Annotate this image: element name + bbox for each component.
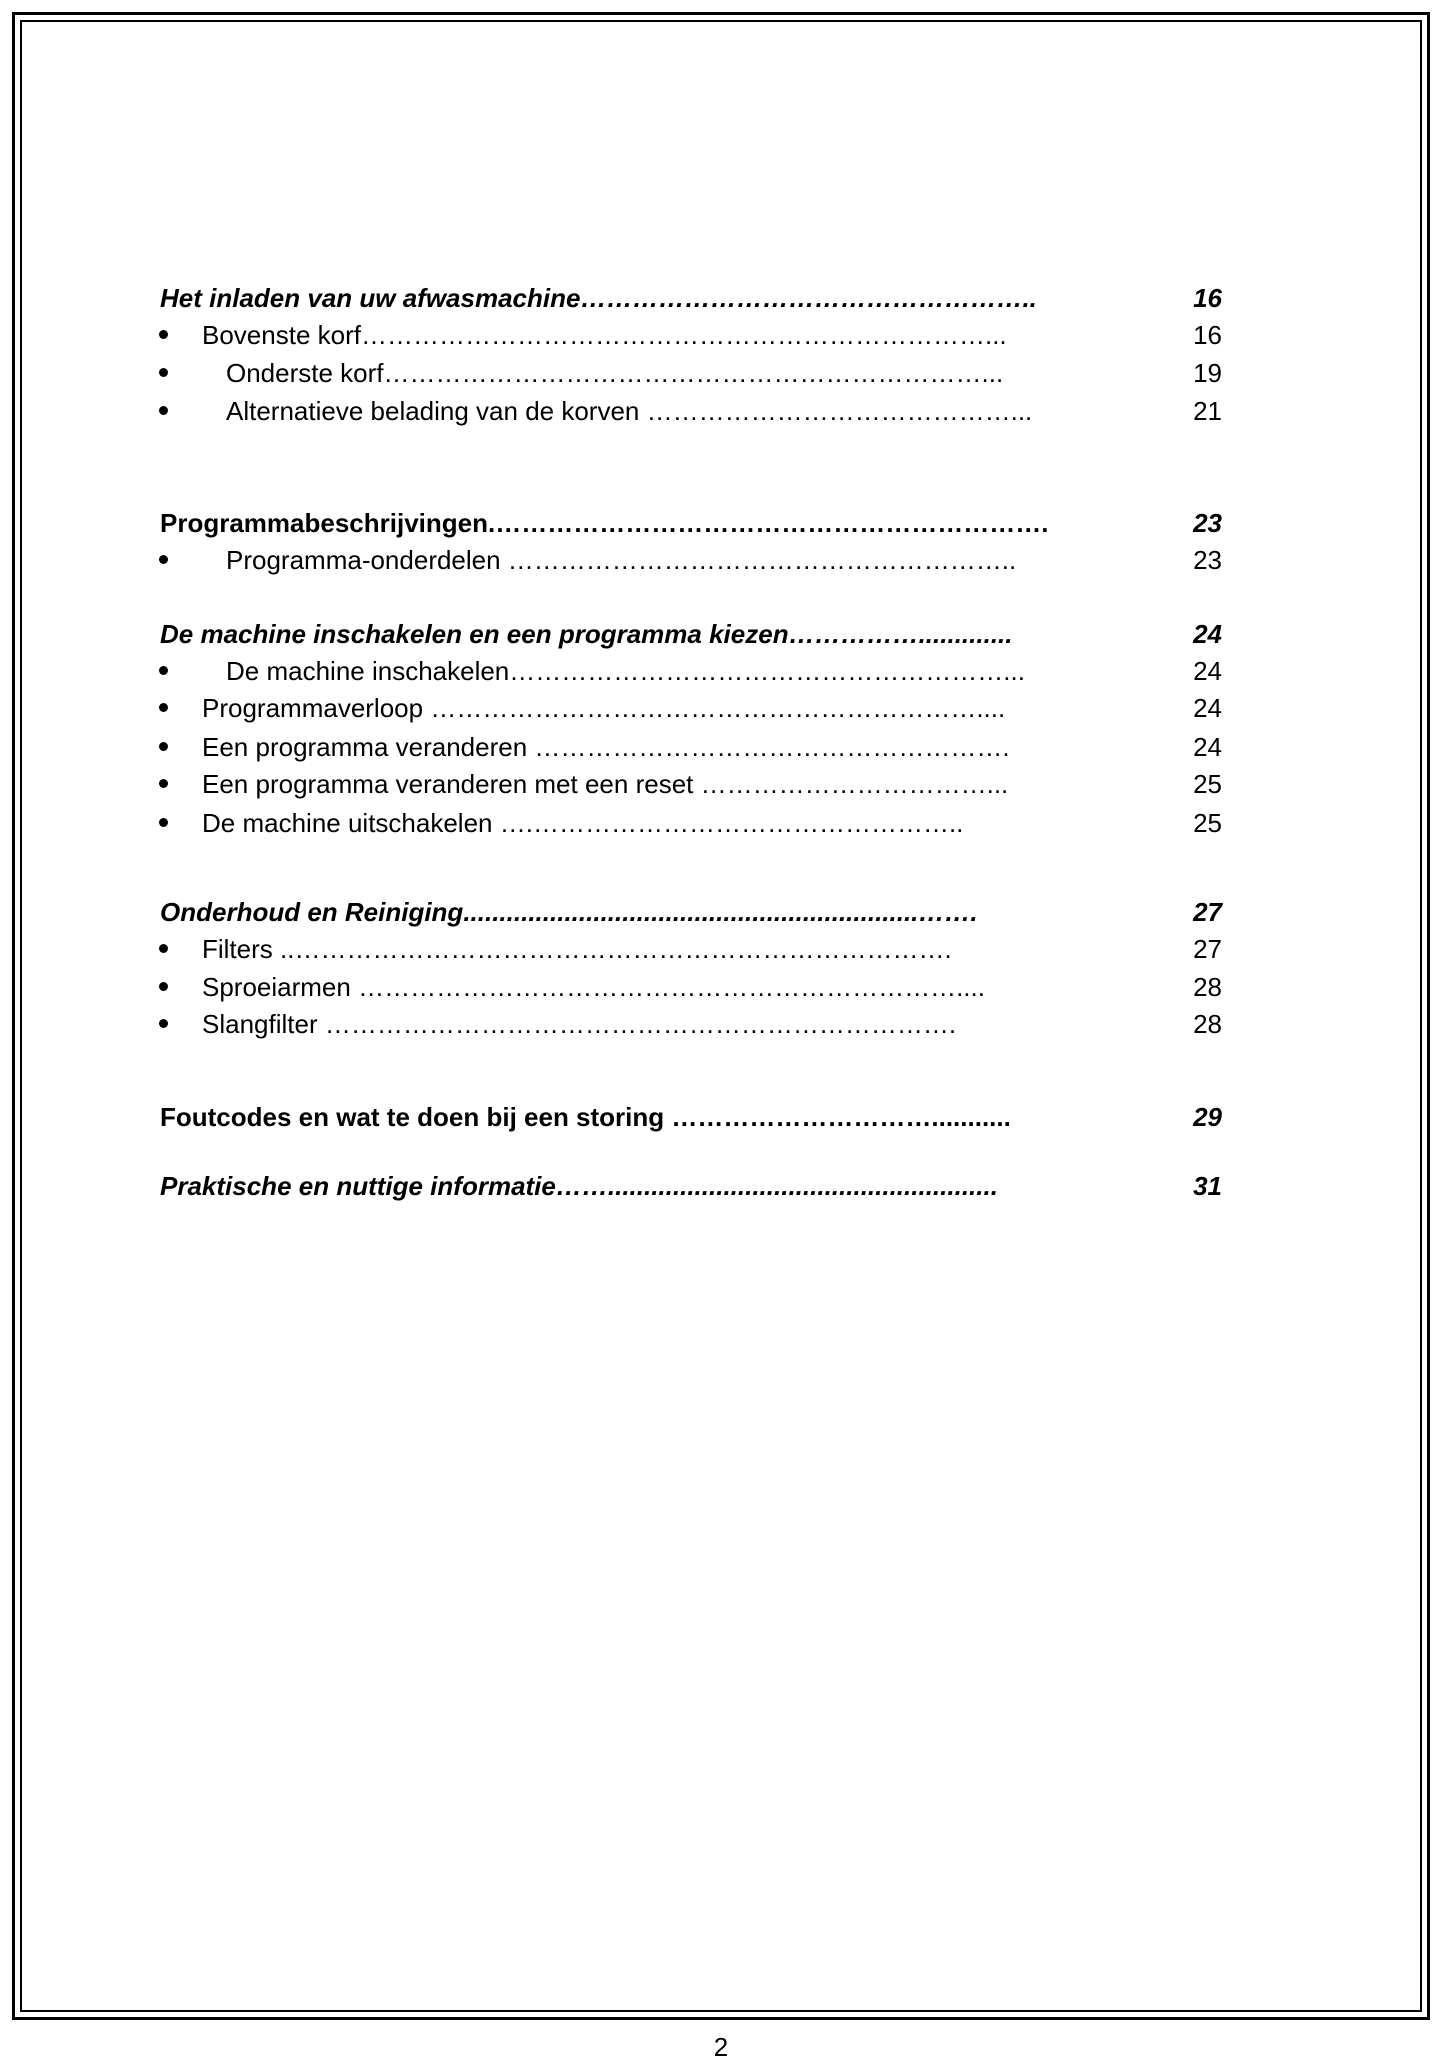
bullet-icon [159, 555, 168, 564]
toc-page-number: 28 [1193, 972, 1222, 1002]
toc-page-number: 23 [1193, 508, 1222, 538]
toc-entry-text: Het inladen van uw afwasmachine…………………………………………….. [160, 283, 1037, 313]
toc-section-foutcodes [0, 1100, 1442, 1134]
toc-entry-text: De machine uitschakelen ….………………………………………….. [202, 808, 964, 838]
toc-item-filters [0, 932, 1442, 966]
bullet-icon [159, 818, 168, 827]
toc-section-programmabeschrijvingen [0, 506, 1442, 540]
bullet-icon [159, 779, 168, 788]
toc-entry-text: Slangfilter ………………………………………………………………. [202, 1009, 957, 1039]
toc-section-onderhoud [0, 895, 1442, 929]
page-number: 2 [713, 2032, 729, 2062]
toc-entry-text: Bovenste korf………………………………………………………………... [202, 320, 1007, 350]
toc-page-number: 24 [1193, 656, 1222, 686]
toc-item-machine-uitschakelen [0, 806, 1442, 840]
toc-page-number: 19 [1193, 358, 1222, 388]
toc-entry-text: De machine inschakelen…………………………………………………... [226, 656, 1025, 686]
toc-entry-text: Foutcodes en wat te doen bij een storing …………………………........... [160, 1102, 1011, 1132]
toc-item-onderste-korf [0, 356, 1442, 390]
toc-entry-text: Onderhoud en Reiniging...............................................................……. [160, 897, 978, 927]
toc-item-programmaverloop [0, 691, 1442, 725]
toc-page-number: 25 [1193, 808, 1222, 838]
toc-page-number: 24 [1193, 693, 1222, 723]
bullet-icon [159, 1019, 168, 1028]
toc-item-programma-veranderen [0, 730, 1442, 764]
toc-entry-text: De machine inschakelen en een programma kiezen……………............. [160, 619, 1013, 649]
toc-section-machine-inschakelen [0, 617, 1442, 651]
toc-page-number: 28 [1193, 1009, 1222, 1039]
toc-page-number: 16 [1193, 320, 1222, 350]
toc-entry-text: Alternatieve belading van de korven ……………………………………... [226, 396, 1033, 426]
bullet-icon [159, 982, 168, 991]
toc-page-number: 25 [1193, 769, 1222, 799]
bullet-icon [159, 703, 168, 712]
toc-page-number: 31 [1193, 1171, 1222, 1201]
toc-page-number: 21 [1193, 396, 1222, 426]
toc-entry-text: Filters ..…………………………………………………………………. [202, 934, 952, 964]
toc-item-bovenste-korf [0, 318, 1442, 352]
toc-page-number: 24 [1193, 619, 1222, 649]
toc-page-number: 24 [1193, 732, 1222, 762]
toc-item-de-machine-inschakelen [0, 654, 1442, 688]
bullet-icon [159, 368, 168, 377]
toc-entry-text: Sproeiarmen …………………………………………………………….... [202, 972, 985, 1002]
toc-item-programma-veranderen-reset [0, 767, 1442, 801]
toc-item-programma-onderdelen [0, 543, 1442, 577]
toc-entry-text: Praktische en nuttige informatie……...................................................... [160, 1171, 998, 1201]
toc-page-number: 29 [1193, 1102, 1222, 1132]
toc-entry-text: Programmaverloop ……………………………………………………….... [202, 693, 1006, 723]
toc-page-number: 27 [1193, 897, 1222, 927]
toc-entry-text: Onderste korf……………………………………………………………... [226, 358, 1004, 388]
toc-page-number: 16 [1193, 283, 1222, 313]
toc-entry-text: Programma-onderdelen ………………………………………………….. [226, 545, 1017, 575]
toc-entry-text: Een programma veranderen ………………………………………………. [202, 732, 1010, 762]
bullet-icon [159, 666, 168, 675]
toc-item-sproeiarmen [0, 970, 1442, 1004]
bullet-icon [159, 742, 168, 751]
toc-entry-text: Een programma veranderen met een reset ……………………………... [202, 769, 1009, 799]
bullet-icon [159, 944, 168, 953]
toc-page-number: 23 [1193, 545, 1222, 575]
toc-item-alternatieve-belading [0, 394, 1442, 428]
toc-page-number: 27 [1193, 934, 1222, 964]
toc-item-slangfilter [0, 1007, 1442, 1041]
toc-section-praktische-informatie [0, 1169, 1442, 1203]
bullet-icon [159, 406, 168, 415]
toc-section-inladen [0, 281, 1442, 315]
bullet-icon [159, 330, 168, 339]
toc-entry-text: Programmabeschrijvingen.………………………………………………………. [160, 508, 1049, 538]
